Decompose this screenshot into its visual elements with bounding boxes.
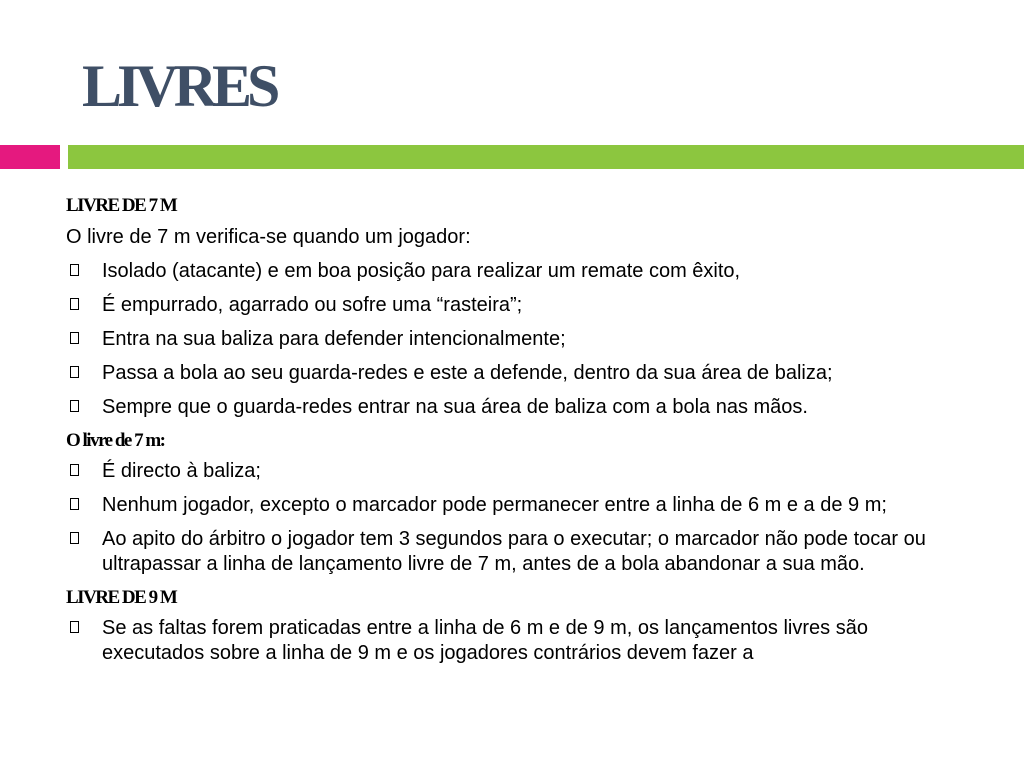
- list-item: [66, 527, 972, 577]
- slide-content: [66, 190, 972, 675]
- square-bullet-icon: [70, 464, 79, 476]
- list-item: [66, 616, 972, 666]
- slide-title: LIVRES: [82, 53, 276, 119]
- list-item: [66, 293, 972, 318]
- section-intro: O livre de 7 m verifica-se quando um jogador:: [66, 226, 471, 248]
- list-item-text: É empurrado, agarrado ou sofre uma “rasteira”;: [102, 294, 523, 316]
- square-bullet-icon: [70, 264, 79, 276]
- section-heading-livre-7m: LIVRE DE 7 M: [66, 195, 177, 216]
- square-bullet-icon: [70, 498, 79, 510]
- list-item: [66, 459, 972, 484]
- square-bullet-icon: [70, 298, 79, 310]
- bullet-list-o-livre-7m: [66, 459, 972, 577]
- list-item: [66, 395, 972, 420]
- list-item: [66, 259, 972, 284]
- square-bullet-icon: [70, 400, 79, 412]
- list-item-text: Nenhum jogador, excepto o marcador pode permanecer entre a linha de 6 m e a de 9 m;: [102, 494, 887, 516]
- bullet-list-livre-7m: [66, 259, 972, 420]
- accent-bar-green: [68, 145, 1024, 169]
- list-item: [66, 493, 972, 518]
- list-item-text: É directo à baliza;: [102, 460, 261, 482]
- section-heading-o-livre-7m: O livre de 7 m:: [66, 430, 165, 451]
- square-bullet-icon: [70, 332, 79, 344]
- list-item-text: Entra na sua baliza para defender intencionalmente;: [102, 328, 566, 350]
- square-bullet-icon: [70, 366, 79, 378]
- section-heading-livre-9m: LIVRE DE 9 M: [66, 587, 177, 608]
- list-item-text: Passa a bola ao seu guarda-redes e este a defende, dentro da sua área de baliza;: [102, 362, 833, 384]
- bullet-list-livre-9m: [66, 616, 972, 666]
- list-item: [66, 361, 972, 386]
- list-item: [66, 327, 972, 352]
- list-item-text: Sempre que o guarda-redes entrar na sua área de baliza com a bola nas mãos.: [102, 396, 808, 418]
- list-item-text: Ao apito do árbitro o jogador tem 3 segundos para o executar; o marcador não pode tocar ou ultrapassar a linha de lançamento livre de 7 m, antes de a bola abandonar a sua mão.: [102, 528, 926, 575]
- square-bullet-icon: [70, 621, 79, 633]
- accent-block-pink: [0, 145, 60, 169]
- list-item-text: Se as faltas forem praticadas entre a linha de 6 m e de 9 m, os lançamentos livres são executados sobre a linha de 9 m e os jogadores contrários devem fazer a: [102, 617, 868, 664]
- square-bullet-icon: [70, 532, 79, 544]
- list-item-text: Isolado (atacante) e em boa posição para realizar um remate com êxito,: [102, 260, 741, 282]
